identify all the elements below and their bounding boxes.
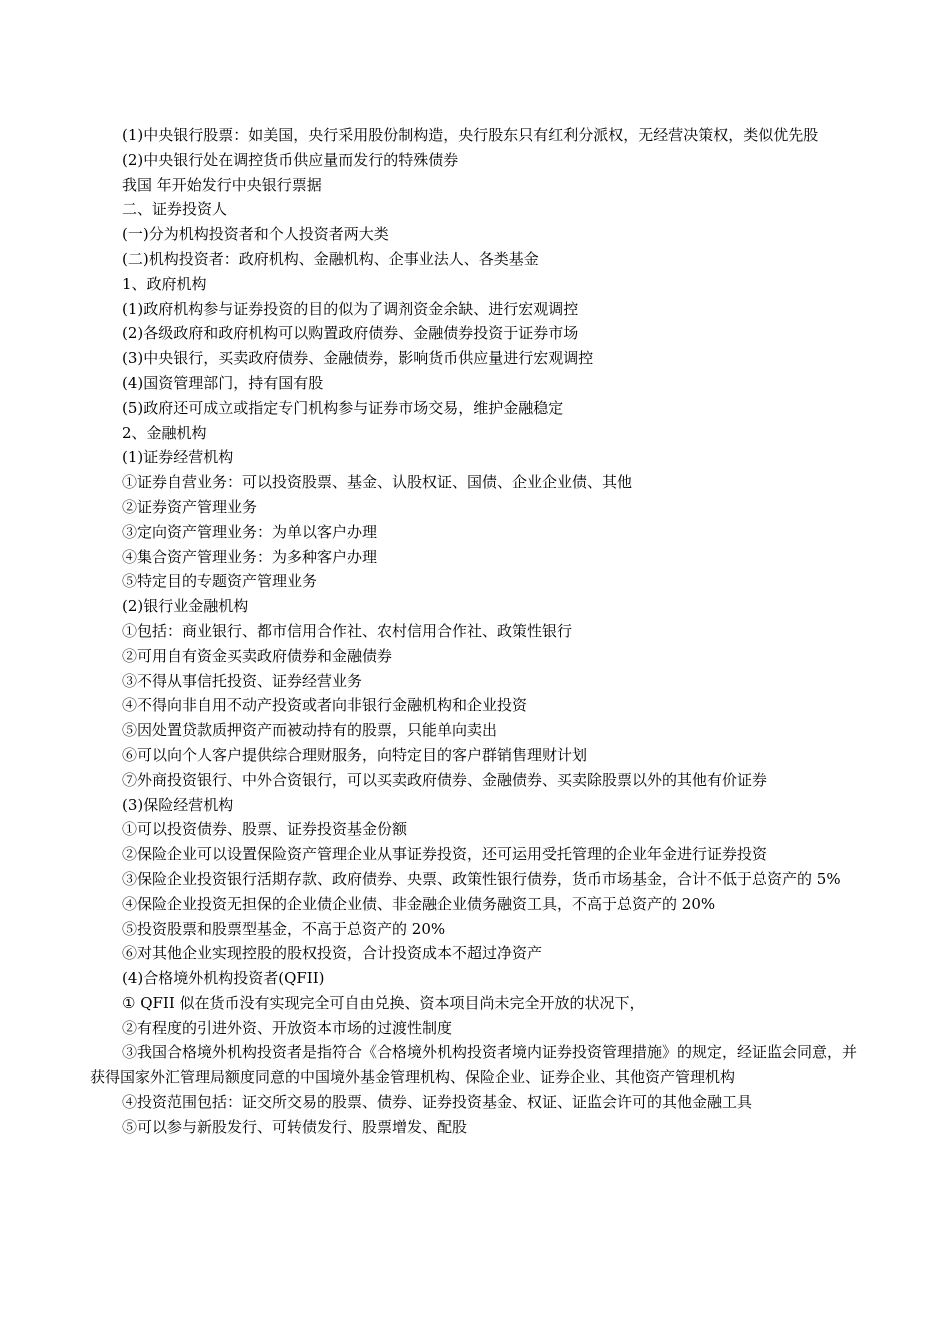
- paragraph: (4)合格境外机构投资者(QFII): [122, 969, 325, 988]
- document-body: [90, 123, 862, 1140]
- paragraph: ① QFII 似在货币没有实现完全可自由兑换、资本项目尚未完全开放的状况下，: [122, 993, 645, 1012]
- paragraph: (2)中央银行处在调控货币供应量而发行的特殊债券: [122, 150, 459, 169]
- paragraph: (一)分为机构投资者和个人投资者两大类: [122, 225, 389, 244]
- paragraph: ①可以投资债券、股票、证券投资基金份额: [122, 820, 408, 839]
- paragraph: (2)银行业金融机构: [122, 597, 249, 616]
- paragraph: ⑤因处置贷款质押资产而被动持有的股票，只能单向卖出: [122, 721, 498, 740]
- paragraph: (4)国资管理部门，持有国有股: [122, 373, 324, 392]
- section-heading: 二、证券投资人: [122, 200, 228, 219]
- subsection-heading: 1、政府机构: [122, 274, 207, 293]
- paragraph: ②有程度的引进外资、开放资本市场的过渡性制度: [122, 1018, 453, 1037]
- paragraph: (二)机构投资者：政府机构、金融机构、企事业法人、各类基金: [122, 249, 539, 268]
- paragraph: ③不得从事信托投资、证券经营业务: [122, 671, 363, 690]
- subsection-heading: 2、金融机构: [122, 423, 207, 442]
- paragraph: 我国 年开始发行中央银行票据: [122, 175, 322, 194]
- paragraph: ④不得向非自用不动产投资或者向非银行金融机构和企业投资: [122, 696, 528, 715]
- paragraph: ③保险企业投资银行活期存款、政府债券、央票、政策性银行债券，货币市场基金，合计不低于总资产的 5%: [122, 869, 841, 888]
- paragraph: ②证券资产管理业务: [122, 497, 258, 516]
- paragraph: (3)中央银行，买卖政府债券、金融债券，影响货币供应量进行宏观调控: [122, 349, 594, 368]
- paragraph: ⑦外商投资银行、中外合资银行，可以买卖政府债券、金融债券、买卖除股票以外的其他有价证券: [122, 770, 768, 789]
- paragraph: ②可用自有资金买卖政府债券和金融债券: [122, 646, 393, 665]
- paragraph: ⑤可以参与新股发行、可转债发行、股票增发、配股: [122, 1117, 468, 1136]
- paragraph: ⑥可以向个人客户提供综合理财服务，向特定目的客户群销售理财计划: [122, 745, 588, 764]
- paragraph: ⑤投资股票和股票型基金，不高于总资产的 20%: [122, 919, 446, 938]
- paragraph: (1)政府机构参与证券投资的目的似为了调剂资金余缺、进行宏观调控: [122, 299, 579, 318]
- paragraph: ③我国合格境外机构投资者是指符合《合格境外机构投资者境内证券投资管理措施》的规定，经证监会同意，并获得国家外汇管理局额度同意的中国境外基金管理机构、保险企业、证券企业、其他资产管理机构: [90, 1043, 858, 1087]
- paragraph: ③定向资产管理业务：为单以客户办理: [122, 522, 378, 541]
- paragraph: ④投资范围包括：证交所交易的股票、债券、证券投资基金、权证、证监会许可的其他金融工具: [122, 1093, 753, 1112]
- paragraph: ②保险企业可以设置保险资产管理企业从事证券投资，还可运用受托管理的企业年金进行证券投资: [122, 845, 768, 864]
- paragraph: (2)各级政府和政府机构可以购置政府债券、金融债券投资于证券市场: [122, 324, 579, 343]
- paragraph: (5)政府还可成立或指定专门机构参与证券市场交易，维护金融稳定: [122, 398, 564, 417]
- paragraph: ①包括：商业银行、都市信用合作社、农村信用合作社、政策性银行: [122, 621, 573, 640]
- paragraph: (3)保险经营机构: [122, 795, 234, 814]
- paragraph: ①证券自营业务：可以投资股票、基金、认股权证、国债、企业企业债、其他: [122, 473, 633, 492]
- paragraph: ④保险企业投资无担保的企业债企业债、非金融企业债务融资工具，不高于总资产的 20%: [122, 894, 716, 913]
- paragraph: (1)证券经营机构: [122, 448, 234, 467]
- paragraph: (1)中央银行股票：如美国，央行采用股份制构造，央行股东只有红利分派权，无经营决策权，类似优先股: [122, 126, 819, 144]
- paragraph: ④集合资产管理业务：为多种客户办理: [122, 547, 378, 566]
- paragraph: ⑤特定目的专题资产管理业务: [122, 572, 318, 591]
- paragraph: ⑥对其他企业实现控股的股权投资，合计投资成本不超过净资产: [122, 944, 543, 963]
